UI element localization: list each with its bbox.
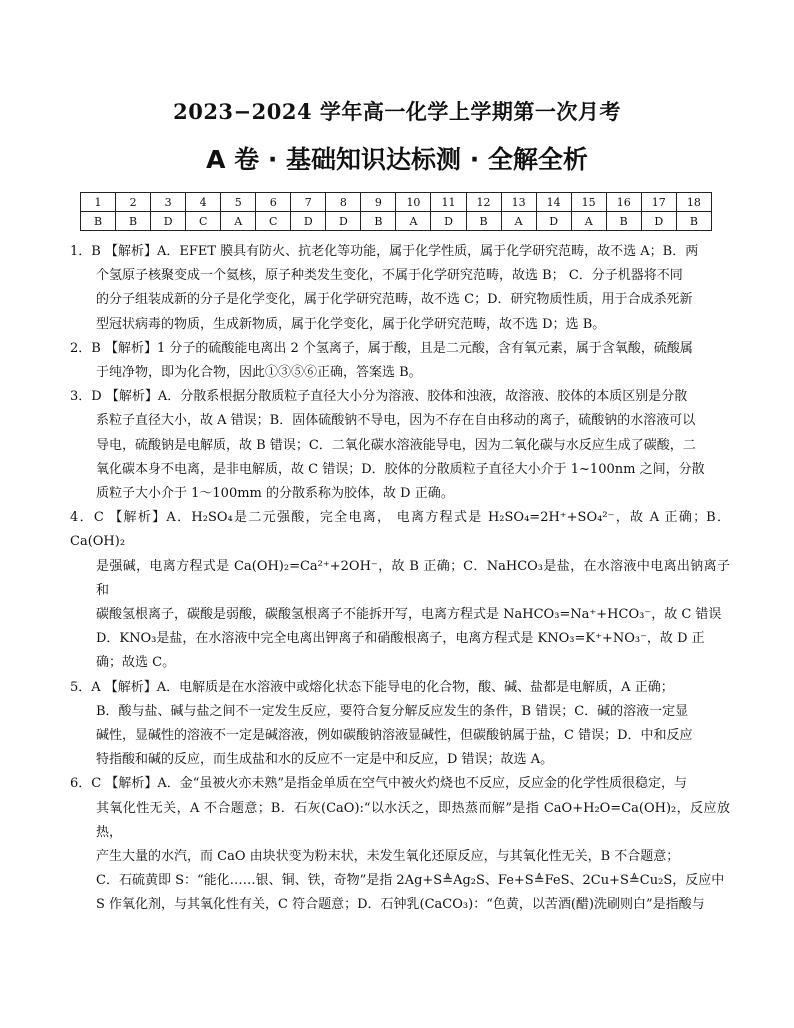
answer-table-answer-cell: A bbox=[571, 212, 606, 231]
explanation-line: 3．D 【解析】A．分散系根据分散质粒子直径大小分为溶液、胶体和浊液，故溶液、胶体的本质区别是分散 bbox=[70, 389, 688, 405]
answer-table-number-cell: 6 bbox=[256, 193, 291, 212]
answer-table-answer-cell: B bbox=[676, 212, 711, 231]
answer-table-answer-cell: A bbox=[501, 212, 536, 231]
answer-table-number-cell: 8 bbox=[326, 193, 361, 212]
answer-table-answer-cell: D bbox=[291, 212, 326, 231]
answer-table-number-cell: 1 bbox=[81, 193, 116, 212]
explanation-line: 是强碱，电离方程式是 Ca(OH)₂=Ca²⁺+2OH⁻，故 B 正确；C．NaHCO₃是盐，在水溶液中电离出钠离子和 bbox=[96, 558, 730, 598]
explanation-line: 4．C 【解析】A．H₂SO₄是二元强酸，完全电离， 电离方程式是 H₂SO₄=2H⁺+SO₄²⁻，故 A 正确；B．Ca(OH)₂ bbox=[70, 510, 730, 550]
answer-table-answer-cell: A bbox=[221, 212, 256, 231]
explanation-line: C．石硫黄即 S：“能化……银、铜、铁，奇物”是指 2Ag+S≜Ag₂S、Fe+S≜FeS、2Cu+S≜Cu₂S，反应中 bbox=[96, 873, 725, 889]
answer-table-number-cell: 12 bbox=[466, 193, 501, 212]
answer-table-answer-cell: A bbox=[396, 212, 431, 231]
explanation-line: 5．A 【解析】A．电解质是在水溶液中或熔化状态下能导电的化合物，酸、碱、盐都是电解质，A 正确； bbox=[70, 679, 674, 695]
explanation-line: 6．C 【解析】A．金“虽被火亦未熟”是指金单质在空气中被火灼烧也不反应，反应金的化学性质很稳定，与 bbox=[70, 776, 688, 792]
answer-table-number-cell: 14 bbox=[536, 193, 571, 212]
answer-table-answer-cell: D bbox=[151, 212, 186, 231]
explanation-line: 系粒子直径大小，故 A 错误；B．固体硫酸钠不导电，因为不存在自由移动的离子，硫酸钠的水溶液可以 bbox=[96, 413, 696, 429]
page-title: 2023−2024 学年高一化学上学期第一次月考 bbox=[173, 99, 621, 124]
explanation-line: 氧化碳本身不电离，是非电解质，故 C 错误；D．胶体的分散质粒子直径大小介于 1~100nm 之间，分散 bbox=[96, 461, 705, 477]
explanation-line: 个氢原子核聚变成一个氦核，原子种类发生变化，不属于化学研究范畴，故选 B； C．分子机器将不同 bbox=[96, 268, 683, 284]
answer-table bbox=[80, 192, 712, 231]
answer-table-number-cell: 2 bbox=[116, 193, 151, 212]
answer-table-number-cell: 9 bbox=[361, 193, 396, 212]
explanation-line: 导电，硫酸钠是电解质，故 B 错误；C．二氧化碳水溶液能导电，因为二氧化碳与水反应生成了碳酸，二 bbox=[96, 437, 696, 453]
answer-table-answer-cell: B bbox=[606, 212, 641, 231]
explanation-line: 1．B 【解析】A．EFET 膜具有防火、抗老化等功能，属于化学性质，属于化学研究范畴，故不选 A；B．两 bbox=[70, 244, 699, 259]
question-explanation bbox=[70, 385, 730, 506]
answer-table-answer-cell: D bbox=[431, 212, 466, 231]
answer-table-answer-cell: D bbox=[326, 212, 361, 231]
page-subtitle: A 卷 · 基础知识达标测 · 全解全析 bbox=[206, 145, 588, 174]
explanation-line: 碳酸氢根离子，碳酸是弱酸，碳酸氢根离子不能拆开写，电离方程式是 NaHCO₃=Na⁺+HCO₃⁻，故 C 错误 bbox=[96, 607, 722, 623]
answer-table-number-cell: 10 bbox=[396, 193, 431, 212]
answer-table-answer-cell: B bbox=[361, 212, 396, 231]
explanation-line: D．KNO₃是盐，在水溶液中完全电离出钾离子和硝酸根离子，电离方程式是 KNO₃=K⁺+NO₃⁻，故 D 正 bbox=[96, 631, 705, 647]
explanation-line: S 作氧化剂，与其氧化性有关，C 符合题意；D．石钟乳(CaCO₃)：“色黄，以苦酒(醋)洗刷则白”是指酸与 bbox=[96, 897, 705, 913]
answer-table-answer-cell: D bbox=[641, 212, 676, 231]
question-explanation bbox=[70, 506, 730, 675]
answer-table-number-cell: 18 bbox=[676, 193, 711, 212]
explanation-line: 2．B 【解析】1 分子的硫酸能电离出 2 个氢离子，属于酸，且是二元酸，含有氧元素，属于含氧酸，硫酸属 bbox=[70, 340, 693, 356]
explanation-line: 特指酸和碱的反应，而生成盐和水的反应不一定是中和反应，D 错误；故选 A。 bbox=[96, 752, 554, 768]
answer-table-number-cell: 13 bbox=[501, 193, 536, 212]
explanations bbox=[70, 240, 730, 918]
answer-table-answer-cell: B bbox=[81, 212, 116, 231]
answer-table-number-row bbox=[81, 193, 712, 212]
answer-table-number-cell: 5 bbox=[221, 193, 256, 212]
explanation-line: B．酸与盐、碱与盐之间不一定发生反应，要符合复分解反应发生的条件，B 错误；C．碱的溶液一定显 bbox=[96, 703, 689, 719]
explanation-line: 型冠状病毒的物质，生成新物质，属于化学变化，属于化学研究范畴，故不选 D；选 B。 bbox=[96, 316, 606, 332]
question-explanation bbox=[70, 240, 730, 337]
answer-table-answer-cell: C bbox=[256, 212, 291, 231]
explanation-line: 于纯净物，即为化合物，因此①③⑤⑥正确，答案选 B。 bbox=[96, 365, 422, 381]
answer-table-answer-cell: B bbox=[116, 212, 151, 231]
answer-table-number-cell: 15 bbox=[571, 193, 606, 212]
answer-table-number-cell: 7 bbox=[291, 193, 326, 212]
question-explanation bbox=[70, 772, 730, 917]
explanation-line: 确；故选 C。 bbox=[96, 655, 176, 671]
answer-table-number-cell: 11 bbox=[431, 193, 466, 212]
answer-table-answer-cell: C bbox=[186, 212, 221, 231]
answer-table-answer-cell: D bbox=[536, 212, 571, 231]
explanation-line: 产生大量的水汽，而 CaO 由块状变为粉末状，未发生氧化还原反应，与其氧化性无关，B 不合题意； bbox=[96, 849, 680, 865]
answer-table-answer-cell: B bbox=[466, 212, 501, 231]
explanation-line: 质粒子大小介于 1～100mm 的分散系称为胶体，故 D 正确。 bbox=[96, 486, 454, 502]
answer-table-number-cell: 17 bbox=[641, 193, 676, 212]
question-explanation bbox=[70, 337, 730, 385]
explanation-line: 的分子组装成新的分子是化学变化，属于化学研究范畴，故不选 C；D．研究物质性质，用于合成杀死新 bbox=[96, 292, 693, 308]
answer-table-number-cell: 4 bbox=[186, 193, 221, 212]
answer-table-number-cell: 3 bbox=[151, 193, 186, 212]
answer-table-number-cell: 16 bbox=[606, 193, 641, 212]
explanation-line: 碱性，显碱性的溶液不一定是碱溶液，例如碳酸钠溶液显碱性，但碳酸钠属于盐，C 错误；D．中和反应 bbox=[96, 728, 693, 744]
answer-table-answer-row bbox=[81, 212, 712, 231]
question-explanation bbox=[70, 676, 730, 773]
explanation-line: 其氧化性无关，A 不合题意；B．石灰(CaO):“以水沃之，即热蒸而解”是指 CaO+H₂O=Ca(OH)₂，反应放热， bbox=[96, 800, 730, 840]
